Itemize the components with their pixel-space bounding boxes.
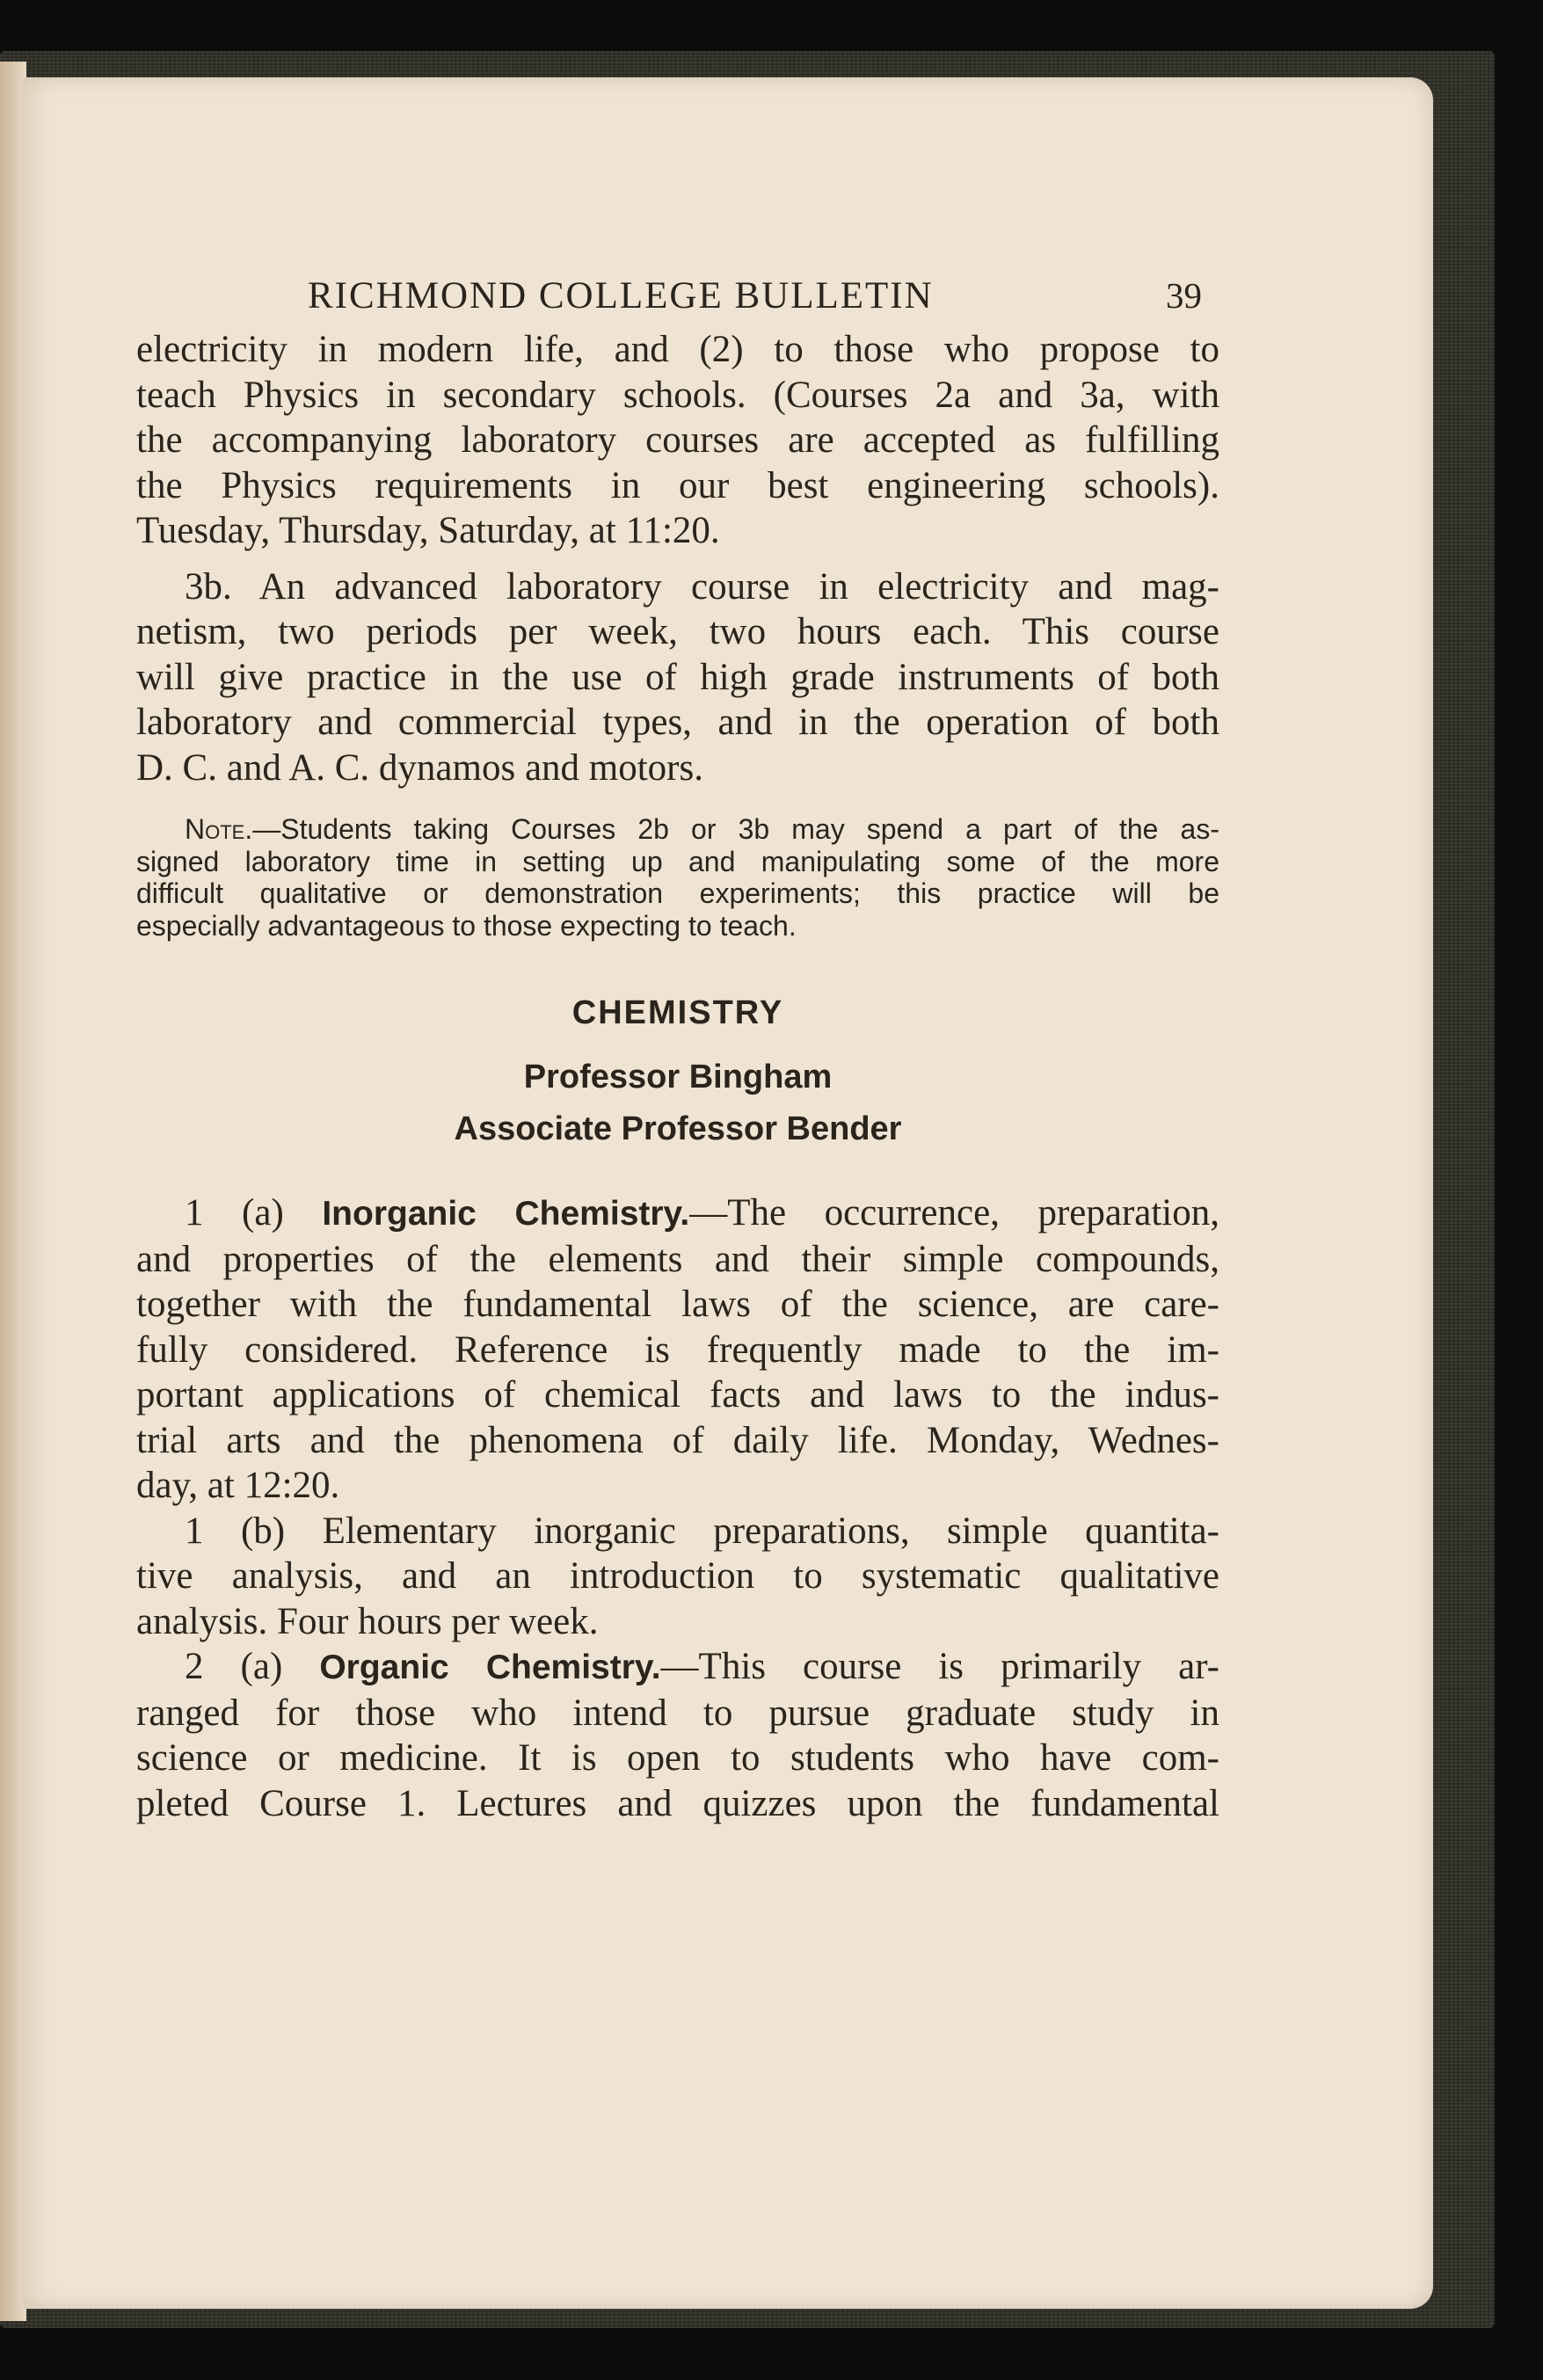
course-number: 1 (a) [185,1192,323,1234]
section-title: CHEMISTRY [571,994,784,1031]
text-line: the accompanying laboratory courses are accepted as fulfilling [136,419,1219,461]
note-paragraph [136,813,1219,942]
page-number: 39 [1166,275,1202,316]
course-2a-paragraph [136,1644,1219,1826]
text-line: will give practice in the use of high grade instruments of both [136,656,1219,698]
text-line: the Physics requirements in our best engineering schools). [136,464,1219,506]
page-body [136,327,1219,1826]
note-line: especially advantageous to those expecting to teach. [136,909,797,942]
text-line: fully considered. Reference is frequently made to the im- [136,1328,1219,1371]
text-line: ranged for those who intend to pursue graduate study in [136,1692,1219,1734]
course-text: —This course is primarily ar- [660,1646,1219,1687]
text-line: together with the fundamental laws of the science, are care- [136,1284,1219,1325]
note-label: Note. [185,813,253,845]
text-line: trial arts and the phenomena of daily life. Monday, Wednes- [136,1419,1219,1461]
text-line: tive analysis, and an introduction to systematic qualitative [136,1555,1219,1597]
note-line [136,813,1219,846]
text-line: Tuesday, Thursday, Saturday, at 11:20. [136,510,720,551]
text-line: D. C. and A. C. dynamos and motors. [136,746,703,789]
note-line: signed laboratory time in setting up and manipulating some of the more [136,845,1219,877]
intro-paragraph [136,327,1219,554]
text-line: analysis. Four hours per week. [136,1600,599,1642]
professor-name: Professor Bingham [523,1059,833,1095]
text-line [136,1190,1219,1237]
course-1b-paragraph [136,1509,1219,1645]
text-line: 3b. An advanced laboratory course in electricity and mag- [185,565,1219,608]
text-line: netism, two periods per week, two hours each. This course [136,611,1219,652]
text-line: teach Physics in secondary schools. (Courses 2a and 3a, with [136,374,1219,416]
course-text: —The occurrence, preparation, [689,1192,1219,1234]
course-1a-paragraph [136,1190,1219,1509]
text-line: electricity in modern life, and (2) to those who propose to [136,329,1219,370]
course-number: 2 (a) [185,1646,320,1687]
text-line: science or medicine. It is open to students who have com- [136,1737,1219,1779]
text-line: pleted Course 1. Lectures and quizzes upon the fundamental [136,1782,1219,1824]
course-title: Inorganic Chemistry. [322,1195,690,1233]
running-head: RICHMOND COLLEGE BULLETIN [308,275,934,317]
note-line: difficult qualitative or demonstration experiments; this practice will be [136,877,1219,909]
text-line: day, at 12:20. [136,1465,340,1506]
associate-professor-name: Associate Professor Bender [454,1110,902,1147]
course-3b-paragraph [136,564,1219,791]
text-line: portant applications of chemical facts and laws to the indus- [136,1374,1219,1416]
note-text: —Students taking Courses 2b or 3b may spend a part of the as- [252,813,1219,845]
text-line: and properties of the elements and their simple compounds, [136,1238,1219,1280]
course-title: Organic Chemistry. [319,1649,661,1686]
text-line: 1 (b) Elementary inorganic preparations, simple quantita- [185,1510,1219,1552]
text-line: laboratory and commercial types, and in the operation of both [136,702,1219,743]
text-line [136,1644,1219,1691]
